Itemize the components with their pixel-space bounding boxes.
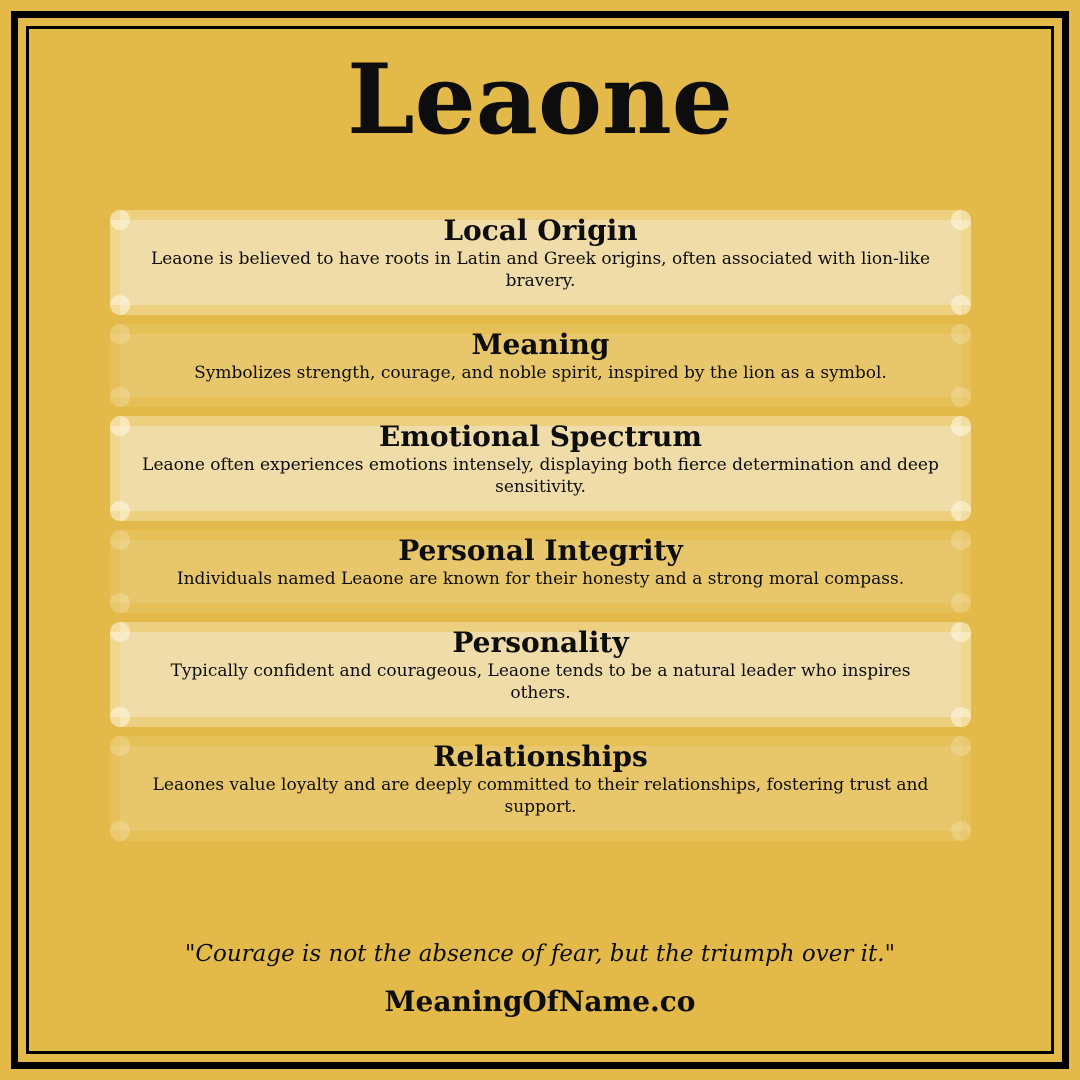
corner-dot-icon xyxy=(951,707,971,727)
corner-dot-icon xyxy=(951,821,971,841)
section-text: Leaone often experiences emotions intensely, displaying both fierce determination and deep sensitivity. xyxy=(142,455,939,497)
section-heading: Meaning xyxy=(471,328,610,361)
section-text: Leaone is believed to have roots in Latin and Greek origins, often associated with lion-like bravery. xyxy=(150,249,931,291)
section-card-personality xyxy=(110,622,971,727)
section-heading: Emotional Spectrum xyxy=(378,420,703,453)
corner-dot-icon xyxy=(951,295,971,315)
section-heading: Personality xyxy=(452,626,629,659)
section-card-personal-integrity xyxy=(110,530,971,613)
section-heading: Relationships xyxy=(433,740,648,773)
section-card-relationships xyxy=(110,736,971,841)
section-text: Symbolizes strength, courage, and noble spirit, inspired by the lion as a symbol. xyxy=(194,363,887,383)
page-title: Leaone xyxy=(347,43,733,156)
corner-dot-icon xyxy=(951,501,971,521)
section-heading: Personal Integrity xyxy=(398,534,683,567)
corner-dot-icon xyxy=(110,707,130,727)
corner-dot-icon xyxy=(951,593,971,613)
corner-dot-icon xyxy=(110,295,130,315)
section-card-meaning xyxy=(110,324,971,407)
section-card-local-origin xyxy=(110,210,971,315)
corner-dot-icon xyxy=(951,387,971,407)
corner-dot-icon xyxy=(110,387,130,407)
brand-footer: MeaningOfName.co xyxy=(384,985,696,1018)
section-heading: Local Origin xyxy=(443,214,638,247)
section-card-emotional-spectrum xyxy=(110,416,971,521)
corner-dot-icon xyxy=(110,593,130,613)
section-text: Typically confident and courageous, Leaone tends to be a natural leader who inspires others. xyxy=(170,661,911,703)
corner-dot-icon xyxy=(110,821,130,841)
section-text: Individuals named Leaone are known for their honesty and a strong moral compass. xyxy=(176,569,905,589)
corner-dot-icon xyxy=(110,501,130,521)
quote: "Courage is not the absence of fear, but the triumph over it." xyxy=(184,941,896,967)
section-text: Leaones value loyalty and are deeply committed to their relationships, fostering trust and support. xyxy=(152,775,929,817)
